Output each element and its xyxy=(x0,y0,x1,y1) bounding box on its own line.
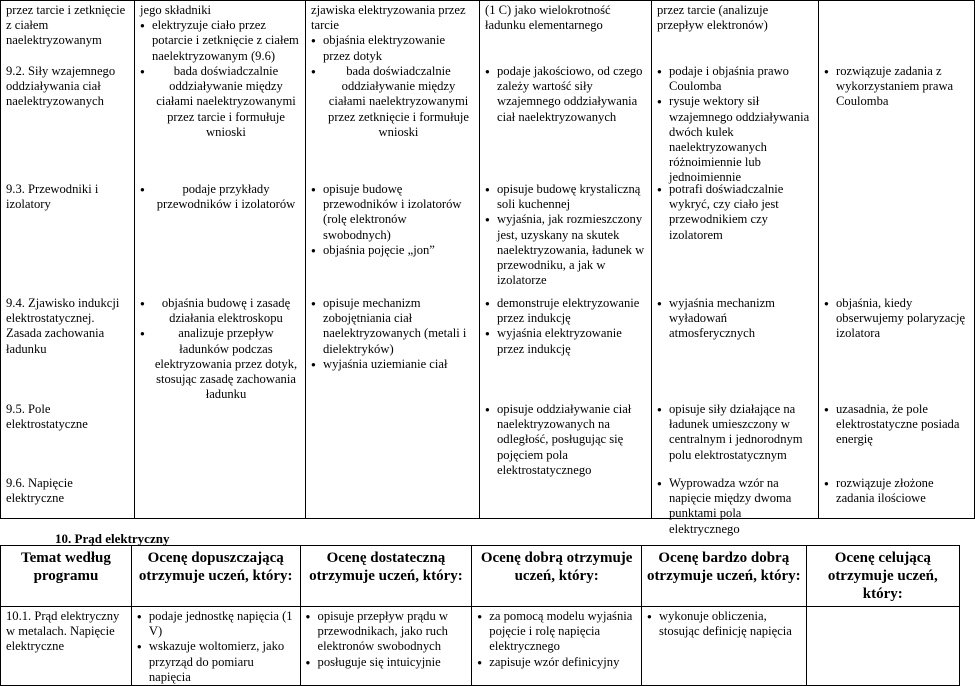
criterion-item: ● potrafi doświadczalnie wykryć, czy ciało jest przewodnikiem czy izolatorem xyxy=(657,182,813,243)
topic-cell: 9.4. Zjawisko indukcji elektrostatycznej. Zasada zachowania ładunku xyxy=(6,296,120,356)
topic-cell: 9.3. Przewodniki i izolatory xyxy=(6,182,99,212)
criterion-item: ● rozwiązuje zadania z wykorzystaniem prawa Coulomba xyxy=(824,64,969,110)
criterion-item: ● objaśnia pojęcie „jon” xyxy=(311,243,474,258)
criterion-item: ● wyjaśnia uziemianie ciał xyxy=(311,357,474,372)
criterion-item: ● zapisuje wzór definicyjny xyxy=(477,655,636,670)
criterion-item: ● objaśnia, kiedy obserwujemy polaryzację izolatora xyxy=(824,296,969,342)
topic-cell: przez tarcie i zetknięcie z ciałem naelektryzowanym xyxy=(6,3,126,48)
criterion-item: ● opisuje przepływ prądu w przewodnikach, jako ruch elektronów swobodnych xyxy=(306,609,467,655)
grade-sufficient-cell xyxy=(300,607,472,686)
criterion-item: ● wyjaśnia mechanizm wyładowań atmosferycznych xyxy=(657,296,813,342)
criterion-text: (1 C) jako wielokrotność ładunku elementarnego xyxy=(485,3,611,33)
criterion-item: ● wyjaśnia elektryzowanie przez indukcję xyxy=(485,326,646,356)
header-grade-sufficient: Ocenę dostateczną otrzymuje uczeń, który: xyxy=(300,546,472,607)
grade-good-cell xyxy=(472,607,642,686)
criterion-item: ● wskazuje woltomierz, jako przyrząd do pomiaru napięcia xyxy=(137,639,295,685)
criterion-item: ● wykonuje obliczenia, stosując definicję napięcia xyxy=(647,609,801,639)
criterion-item: ● rozwiązuje złożone zadania ilościowe xyxy=(824,476,969,506)
header-grade-excellent: Ocenę celującą otrzymuje uczeń, który: xyxy=(806,546,959,607)
criterion-item: ● opisuje budowę krystaliczną soli kuchennej xyxy=(485,182,646,212)
criterion-item: ● elektryzuje ciało przez potarcie i zetknięcie z ciałem naelektryzowanym (9.6) xyxy=(140,18,300,64)
topic-cell: 9.5. Pole elektrostatyczne xyxy=(6,402,88,432)
topic-text: 10.1. Prąd elektryczny w metalach. Napięcie elektryczne xyxy=(6,609,120,654)
criterion-item: ● uzasadnia, że pole elektrostatyczne posiada energię xyxy=(824,402,969,448)
criteria-table-bottom xyxy=(0,545,960,686)
grade-excellent-cell xyxy=(806,607,959,686)
header-grade-pass: Ocenę dopuszczającą otrzymuje uczeń, który: xyxy=(131,546,300,607)
grade-pass-cell xyxy=(131,607,300,686)
criterion-item: ● rysuje wektory sił wzajemnego oddziaływania dwóch kulek naelektryzowanych różnoimiennie lub jednoimiennie xyxy=(657,94,813,185)
grade-very-good-column xyxy=(652,1,819,536)
criterion-item: ● podaje i objaśnia prawo Coulomba xyxy=(657,64,813,94)
criterion-item: ● wyjaśnia, jak rozmieszczony jest, uzyskany na skutek naelektryzowania, ładunek w przewodniku, a jak w izolatorze xyxy=(485,212,646,288)
criterion-item: ● podaje przykłady przewodników i izolatorów xyxy=(140,182,300,212)
criterion-item: ● opisuje oddziaływanie ciał naelektryzowanych na odległość, posługując się pojęciem pola elektrostatycznego xyxy=(485,402,646,478)
criterion-item: ● bada doświadczalnie oddziaływanie między ciałami naelektryzowanymi przez tarcie i formułuje wnioski xyxy=(140,64,300,140)
criterion-item: ● analizuje przepływ ładunków podczas elektryzowania przez dotyk, stosując zasadę zachowania ładunku xyxy=(140,326,300,402)
header-grade-very-good: Ocenę bardzo dobrą otrzymuje uczeń, który: xyxy=(642,546,807,607)
header-grade-good: Ocenę dobrą otrzymuje uczeń, który: xyxy=(472,546,642,607)
grade-excellent-column xyxy=(819,1,975,519)
criterion-item: ● demonstruje elektryzowanie przez indukcję xyxy=(485,296,646,326)
topic-cell: 9.2. Siły wzajemnego oddziaływania ciał naelektryzowanych xyxy=(6,64,116,109)
criterion-item: ● objaśnia elektryzowanie przez dotyk xyxy=(311,33,474,63)
criterion-item: ● za pomocą modelu wyjaśnia pojęcie i rolę napięcia elektrycznego xyxy=(477,609,636,655)
header-topic: Temat według programu xyxy=(1,546,132,607)
criterion-text: zjawiska elektryzowania przez tarcie xyxy=(311,3,466,33)
topic-column xyxy=(1,1,135,519)
criterion-item: ● opisuje siły działające na ładunek umieszczony w centralnym i jednorodnym polu elektrostatycznym xyxy=(657,402,813,463)
criterion-item: ● posługuje się intuicyjnie xyxy=(306,655,467,670)
criterion-item: ● bada doświadczalnie oddziaływanie między ciałami naelektryzowanymi przez zetknięcie i formułuje wnioski xyxy=(311,64,474,140)
topic-cell: 9.6. Napięcie elektryczne xyxy=(6,476,73,506)
section-title: 10. Prąd elektryczny xyxy=(55,531,170,546)
grade-good-column xyxy=(480,1,652,519)
criterion-text: jego składniki xyxy=(140,3,212,17)
topic-cell xyxy=(1,607,132,686)
criterion-text: przez tarcie (analizuje przepływ elektronów) xyxy=(657,3,769,33)
criterion-item: ● Wyprowadza wzór na napięcie między dwoma punktami pola elektrycznego xyxy=(657,476,813,537)
grade-very-good-cell xyxy=(642,607,807,686)
criterion-item: ● opisuje mechanizm zobojętniania ciał naelektryzowanych (metali i dielektryków) xyxy=(311,296,474,357)
criterion-item: ● podaje jednostkę napięcia (1 V) xyxy=(137,609,295,639)
criterion-item: ● podaje jakościowo, od czego zależy wartość siły wzajemnego oddziaływania ciał naelektryzowanych xyxy=(485,64,646,125)
criterion-item: ● opisuje budowę przewodników i izolatorów (rolę elektronów swobodnych) xyxy=(311,182,474,243)
criterion-item: ● objaśnia budowę i zasadę działania elektroskopu xyxy=(140,296,300,326)
grade-sufficient-column xyxy=(306,1,480,519)
grade-pass-column xyxy=(135,1,306,519)
